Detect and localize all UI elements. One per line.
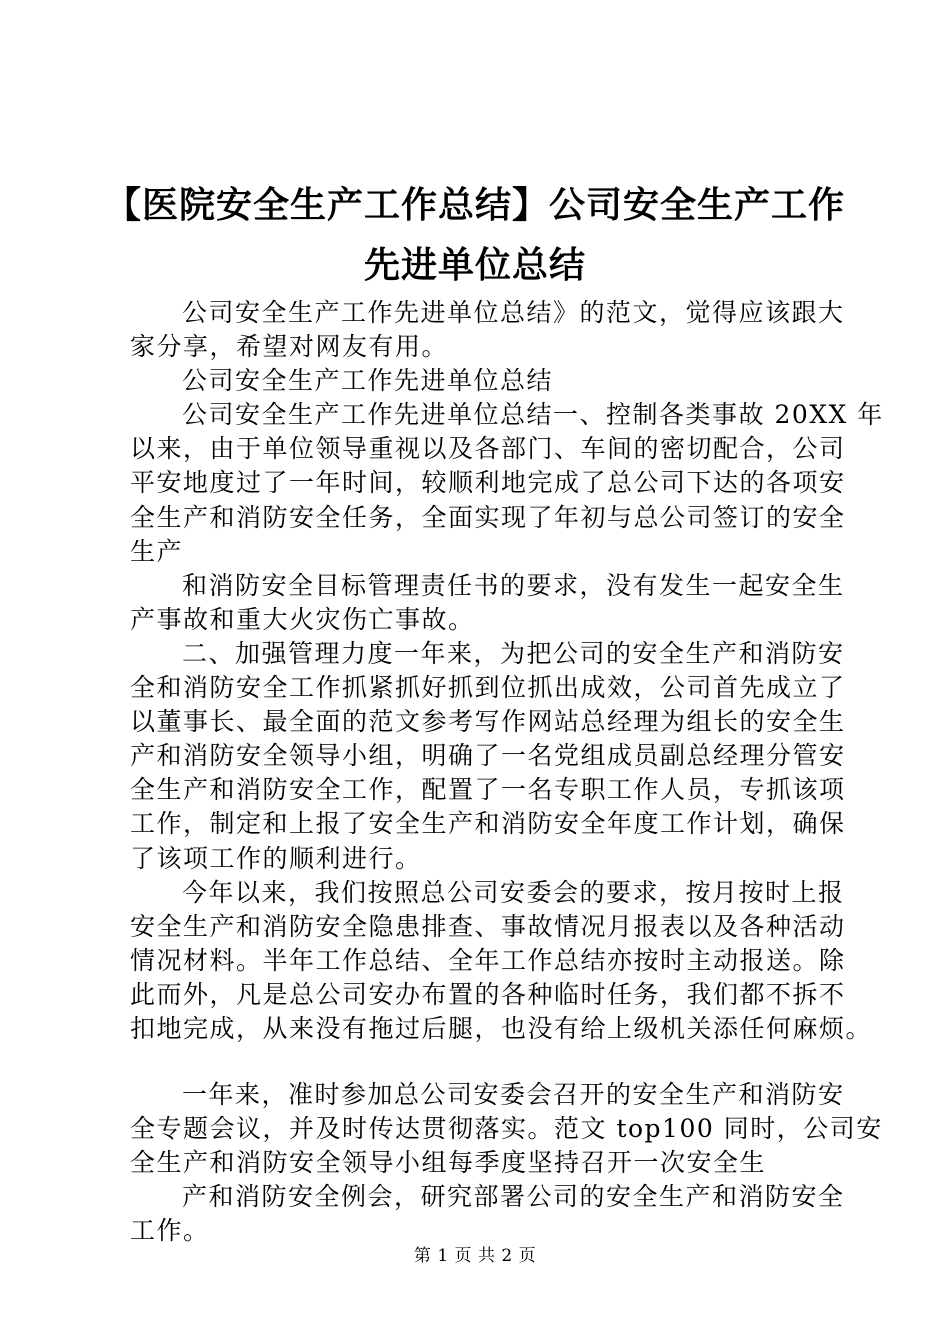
body-line: 产和消防安全例会，研究部署公司的安全生产和消防安全 (182, 1182, 845, 1212)
body-line: 和消防安全目标管理责任书的要求，没有发生一起安全生 (182, 570, 845, 600)
body-line: 安全生产和消防安全隐患排查、事故情况月报表以及各种活动 (130, 911, 846, 941)
body-line: 工作，制定和上报了安全生产和消防安全年度工作计划，确保 (130, 809, 846, 839)
body-line: 全专题会议，并及时传达贯彻落实。范文 top100 同时，公司安 (130, 1114, 883, 1144)
body-line: 扣地完成，从来没有拖过后腿，也没有给上级机关添任何麻烦。 (130, 1013, 873, 1043)
body-line: 全生产和消防安全领导小组每季度坚持召开一次安全生 (130, 1148, 767, 1178)
page-footer: 第 1 页 共 2 页 (413, 1246, 537, 1266)
body-line: 以来，由于单位领导重视以及各部门、车间的密切配合，公司 (130, 434, 846, 464)
body-line: 产事故和重大火灾伤亡事故。 (130, 604, 475, 634)
body-line: 全生产和消防安全工作，配置了一名专职工作人员，专抓该项 (130, 775, 846, 805)
body-line: 生产 (130, 536, 184, 566)
body-line: 情况材料。半年工作总结、全年工作总结亦按时主动报送。除 (130, 945, 846, 975)
body-line: 家分享，希望对网友有用。 (130, 332, 449, 362)
body-line: 公司安全生产工作先进单位总结》的范文，觉得应该跟大 (182, 298, 845, 327)
document-title-line-1: 【医院安全生产工作总结】公司安全生产工作 (104, 185, 845, 226)
body-line: 公司安全生产工作先进单位总结 (182, 366, 554, 396)
document-title-line-2: 先进单位总结 (363, 245, 586, 286)
body-line: 二、加强管理力度一年来，为把公司的安全生产和消防安 (182, 638, 845, 668)
body-line: 全生产和消防安全任务，全面实现了年初与总公司签订的安全 (130, 502, 846, 532)
body-line: 产和消防安全领导小组，明确了一名党组成员副总经理分管安 (130, 741, 846, 771)
body-line: 公司安全生产工作先进单位总结一、控制各类事故 20XX 年 (182, 400, 884, 430)
body-line: 工作。 (130, 1216, 210, 1246)
document-body (130, 296, 884, 1249)
body-line: 平安地度过了一年时间，较顺利地完成了总公司下达的各项安 (130, 468, 846, 498)
body-line: 今年以来，我们按照总公司安委会的要求，按月按时上报 (182, 877, 845, 907)
body-line: 以董事长、最全面的范文参考写作网站总经理为组长的安全生 (130, 707, 846, 737)
body-line: 此而外，凡是总公司安办布置的各种临时任务，我们都不拆不 (130, 979, 846, 1009)
body-line: 一年来，准时参加总公司安委会召开的安全生产和消防安 (182, 1080, 845, 1110)
paragraph-gap (130, 1046, 855, 1078)
body-line: 了该项工作的顺利进行。 (130, 843, 422, 873)
body-line: 全和消防安全工作抓紧抓好抓到位抓出成效，公司首先成立了 (130, 673, 846, 703)
